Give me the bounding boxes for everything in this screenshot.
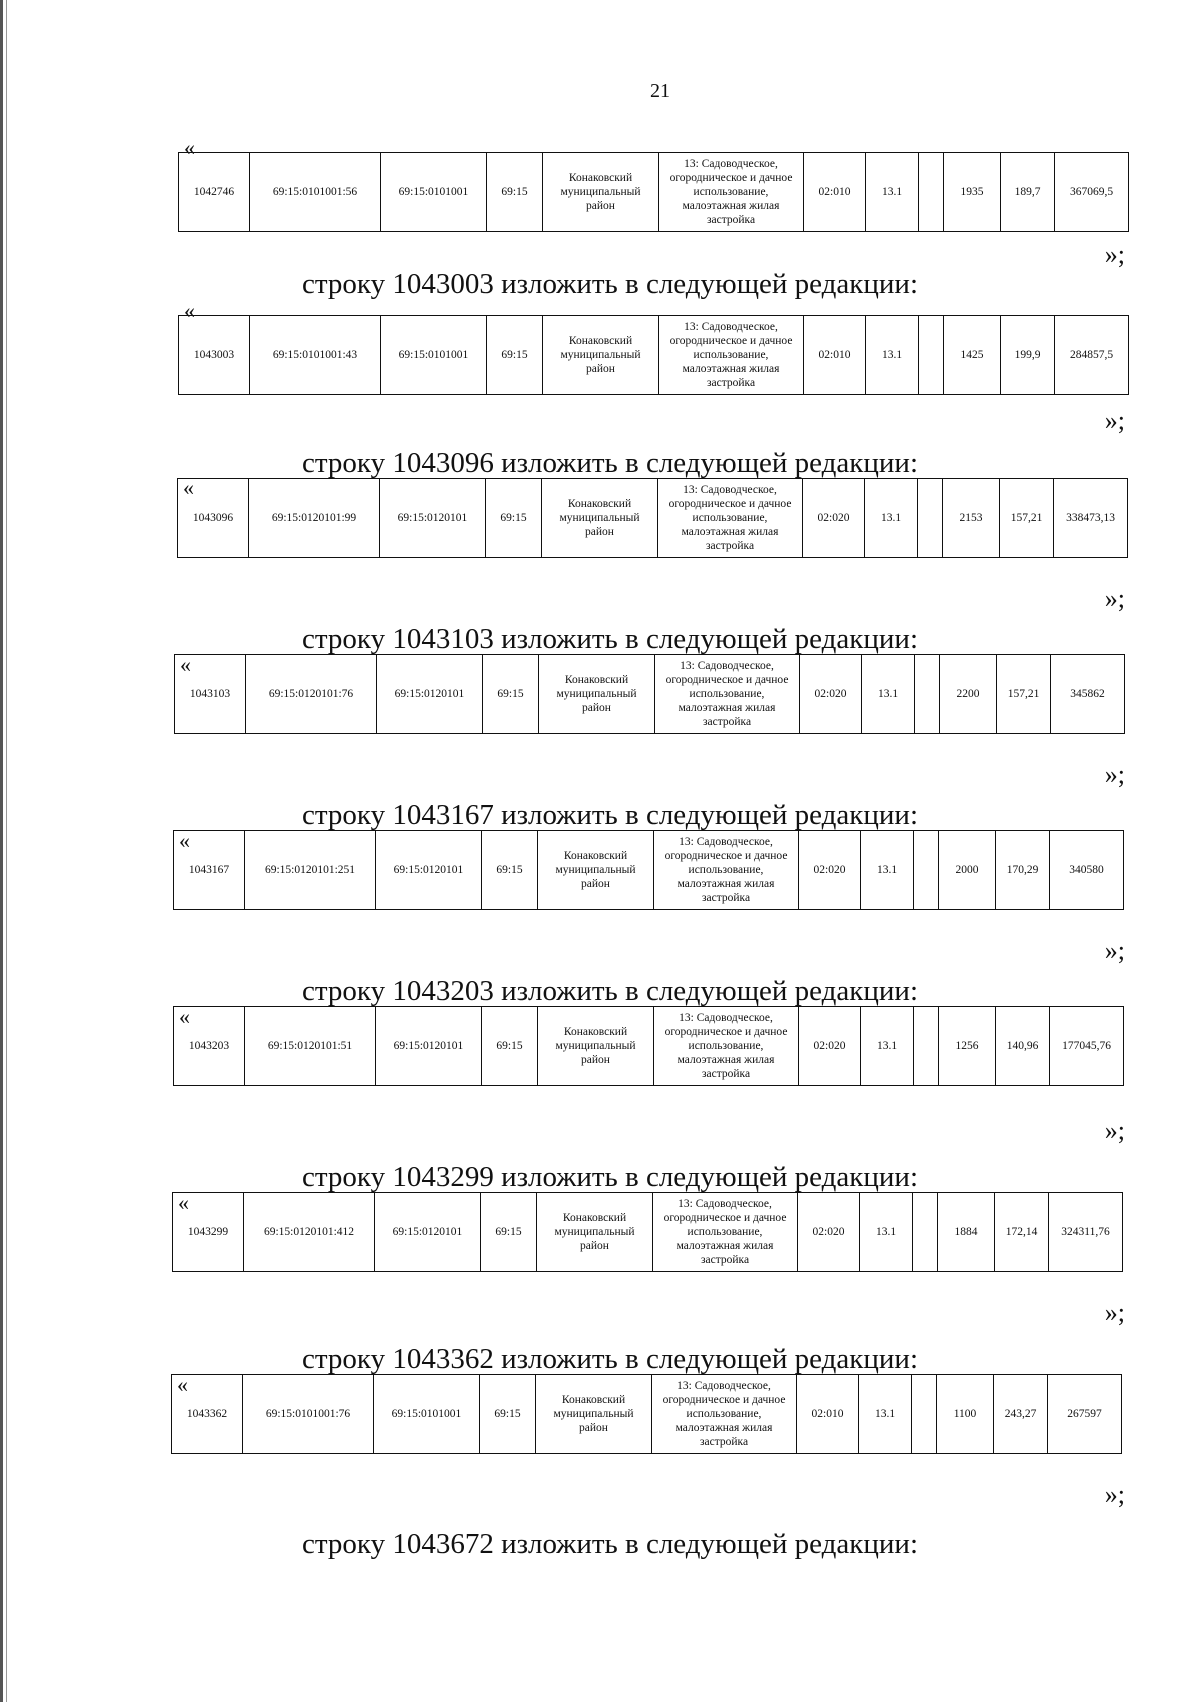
cell-value: 267597 bbox=[1048, 1375, 1122, 1454]
cell-rate: 140,96 bbox=[996, 1007, 1050, 1086]
cell-id: 1043167 bbox=[174, 831, 245, 910]
cell-use: 13: Садоводческое, огородническое и дачное использование, малоэтажная жилая застройка bbox=[654, 831, 799, 910]
closing-quote: »; bbox=[1104, 760, 1125, 789]
cell-rate: 243,27 bbox=[994, 1375, 1048, 1454]
cell-use: 13: Садоводческое, огородническое и дачное использование, малоэтажная жилая застройка bbox=[658, 479, 803, 558]
table-row bbox=[175, 655, 1125, 734]
cell-cad: 69:15:0120101:51 bbox=[245, 1007, 376, 1086]
cell-empty bbox=[913, 1193, 938, 1272]
cell-area: 1935 bbox=[944, 153, 1001, 232]
cell-value: 284857,5 bbox=[1055, 316, 1129, 395]
cell-rate: 199,9 bbox=[1001, 316, 1055, 395]
section-heading: строку 1043362 изложить в следующей редакции: bbox=[302, 1343, 918, 1375]
cell-group: 13.1 bbox=[865, 479, 918, 558]
cell-use: 13: Садоводческое, огородническое и дачное использование, малоэтажная жилая застройка bbox=[652, 1375, 797, 1454]
cell-use: 13: Садоводческое, огородническое и дачное использование, малоэтажная жилая застройка bbox=[659, 316, 804, 395]
cell-id: 1043362 bbox=[172, 1375, 243, 1454]
cell-id: 1043299 bbox=[173, 1193, 244, 1272]
cell-area: 2000 bbox=[939, 831, 996, 910]
opening-quote: « bbox=[184, 135, 195, 160]
cell-zone: 69:15 bbox=[482, 1007, 538, 1086]
closing-quote: »; bbox=[1104, 936, 1125, 965]
cell-block: 69:15:0120101 bbox=[376, 1007, 482, 1086]
cell-district: Конаковский муниципальный район bbox=[542, 479, 658, 558]
section-heading: строку 1043672 изложить в следующей редакции: bbox=[302, 1528, 918, 1560]
cell-value: 367069,5 bbox=[1055, 153, 1129, 232]
cell-district: Конаковский муниципальный район bbox=[539, 655, 655, 734]
cell-cad: 69:15:0101001:76 bbox=[243, 1375, 374, 1454]
closing-quote: »; bbox=[1104, 584, 1125, 613]
cell-value: 345862 bbox=[1051, 655, 1125, 734]
section-heading: строку 1043299 изложить в следующей редакции: bbox=[302, 1161, 918, 1193]
cell-group: 13.1 bbox=[860, 1193, 913, 1272]
cell-district: Конаковский муниципальный район bbox=[538, 831, 654, 910]
cell-zone: 69:15 bbox=[481, 1193, 537, 1272]
cell-code: 02:010 bbox=[804, 316, 866, 395]
cell-zone: 69:15 bbox=[487, 153, 543, 232]
cell-use: 13: Садоводческое, огородническое и дачное использование, малоэтажная жилая застройка bbox=[654, 1007, 799, 1086]
section-heading: строку 1043003 изложить в следующей редакции: bbox=[302, 268, 918, 300]
cell-value: 340580 bbox=[1050, 831, 1124, 910]
cell-id: 1043096 bbox=[178, 479, 249, 558]
table-row bbox=[173, 1193, 1123, 1272]
opening-quote: « bbox=[180, 652, 191, 677]
closing-quote: »; bbox=[1104, 1480, 1125, 1509]
cell-code: 02:020 bbox=[800, 655, 862, 734]
cell-block: 69:15:0120101 bbox=[380, 479, 486, 558]
cell-value: 324311,76 bbox=[1049, 1193, 1123, 1272]
cell-id: 1043203 bbox=[174, 1007, 245, 1086]
cell-district: Конаковский муниципальный район bbox=[543, 316, 659, 395]
opening-quote: « bbox=[184, 298, 195, 323]
section-heading: строку 1043096 изложить в следующей редакции: bbox=[302, 447, 918, 479]
cell-area: 2200 bbox=[940, 655, 997, 734]
cell-empty bbox=[914, 831, 939, 910]
cell-empty bbox=[918, 479, 943, 558]
cell-area: 1256 bbox=[939, 1007, 996, 1086]
cell-cad: 69:15:0101001:56 bbox=[250, 153, 381, 232]
record-table bbox=[174, 654, 1125, 734]
cell-cad: 69:15:0120101:251 bbox=[245, 831, 376, 910]
cell-cad: 69:15:0120101:412 bbox=[244, 1193, 375, 1272]
cell-rate: 157,21 bbox=[1000, 479, 1054, 558]
record-table bbox=[171, 1374, 1122, 1454]
cell-use: 13: Садоводческое, огородническое и дачное использование, малоэтажная жилая застройка bbox=[653, 1193, 798, 1272]
cell-rate: 170,29 bbox=[996, 831, 1050, 910]
section-heading: строку 1043103 изложить в следующей редакции: bbox=[302, 623, 918, 655]
cell-rate: 157,21 bbox=[997, 655, 1051, 734]
cell-code: 02:020 bbox=[799, 1007, 861, 1086]
cell-zone: 69:15 bbox=[480, 1375, 536, 1454]
record-table bbox=[178, 315, 1129, 395]
cell-empty bbox=[914, 1007, 939, 1086]
cell-block: 69:15:0120101 bbox=[376, 831, 482, 910]
scan-edge-line-2 bbox=[6, 0, 7, 1702]
cell-rate: 172,14 bbox=[995, 1193, 1049, 1272]
cell-area: 1884 bbox=[938, 1193, 995, 1272]
cell-rate: 189,7 bbox=[1001, 153, 1055, 232]
table-row bbox=[174, 1007, 1124, 1086]
cell-use: 13: Садоводческое, огородническое и дачное использование, малоэтажная жилая застройка bbox=[659, 153, 804, 232]
cell-district: Конаковский муниципальный район bbox=[537, 1193, 653, 1272]
cell-group: 13.1 bbox=[866, 316, 919, 395]
cell-block: 69:15:0120101 bbox=[375, 1193, 481, 1272]
cell-value: 338473,13 bbox=[1054, 479, 1128, 558]
table-row bbox=[178, 479, 1128, 558]
cell-empty bbox=[919, 153, 944, 232]
cell-id: 1042746 bbox=[179, 153, 250, 232]
cell-value: 177045,76 bbox=[1050, 1007, 1124, 1086]
section-heading: строку 1043203 изложить в следующей редакции: bbox=[302, 975, 918, 1007]
page-number: 21 bbox=[650, 80, 670, 102]
cell-zone: 69:15 bbox=[486, 479, 542, 558]
cell-zone: 69:15 bbox=[483, 655, 539, 734]
cell-cad: 69:15:0120101:76 bbox=[246, 655, 377, 734]
cell-empty bbox=[912, 1375, 937, 1454]
cell-cad: 69:15:0101001:43 bbox=[250, 316, 381, 395]
cell-district: Конаковский муниципальный район bbox=[543, 153, 659, 232]
section-heading: строку 1043167 изложить в следующей редакции: bbox=[302, 799, 918, 831]
cell-block: 69:15:0101001 bbox=[374, 1375, 480, 1454]
cell-code: 02:010 bbox=[797, 1375, 859, 1454]
record-table bbox=[173, 830, 1124, 910]
record-table bbox=[177, 478, 1128, 558]
cell-block: 69:15:0101001 bbox=[381, 316, 487, 395]
closing-quote: »; bbox=[1104, 1298, 1125, 1327]
cell-group: 13.1 bbox=[861, 1007, 914, 1086]
closing-quote: »; bbox=[1104, 240, 1125, 269]
opening-quote: « bbox=[183, 475, 194, 500]
cell-code: 02:020 bbox=[799, 831, 861, 910]
cell-group: 13.1 bbox=[862, 655, 915, 734]
cell-cad: 69:15:0120101:99 bbox=[249, 479, 380, 558]
table-row bbox=[172, 1375, 1122, 1454]
cell-empty bbox=[915, 655, 940, 734]
record-table bbox=[172, 1192, 1123, 1272]
cell-id: 1043003 bbox=[179, 316, 250, 395]
cell-block: 69:15:0101001 bbox=[381, 153, 487, 232]
record-table bbox=[178, 152, 1129, 232]
cell-district: Конаковский муниципальный район bbox=[538, 1007, 654, 1086]
cell-area: 1425 bbox=[944, 316, 1001, 395]
closing-quote: »; bbox=[1104, 1116, 1125, 1145]
cell-use: 13: Садоводческое, огородническое и дачное использование, малоэтажная жилая застройка bbox=[655, 655, 800, 734]
cell-area: 2153 bbox=[943, 479, 1000, 558]
opening-quote: « bbox=[179, 828, 190, 853]
scan-edge-line bbox=[0, 0, 3, 1702]
opening-quote: « bbox=[177, 1372, 188, 1397]
table-row bbox=[174, 831, 1124, 910]
cell-group: 13.1 bbox=[866, 153, 919, 232]
opening-quote: « bbox=[179, 1004, 190, 1029]
cell-id: 1043103 bbox=[175, 655, 246, 734]
cell-empty bbox=[919, 316, 944, 395]
cell-zone: 69:15 bbox=[487, 316, 543, 395]
opening-quote: « bbox=[178, 1190, 189, 1215]
record-table bbox=[173, 1006, 1124, 1086]
cell-zone: 69:15 bbox=[482, 831, 538, 910]
cell-block: 69:15:0120101 bbox=[377, 655, 483, 734]
cell-code: 02:020 bbox=[803, 479, 865, 558]
cell-code: 02:020 bbox=[798, 1193, 860, 1272]
cell-area: 1100 bbox=[937, 1375, 994, 1454]
closing-quote: »; bbox=[1104, 406, 1125, 435]
cell-code: 02:010 bbox=[804, 153, 866, 232]
cell-district: Конаковский муниципальный район bbox=[536, 1375, 652, 1454]
table-row bbox=[179, 153, 1129, 232]
cell-group: 13.1 bbox=[859, 1375, 912, 1454]
table-row bbox=[179, 316, 1129, 395]
cell-group: 13.1 bbox=[861, 831, 914, 910]
